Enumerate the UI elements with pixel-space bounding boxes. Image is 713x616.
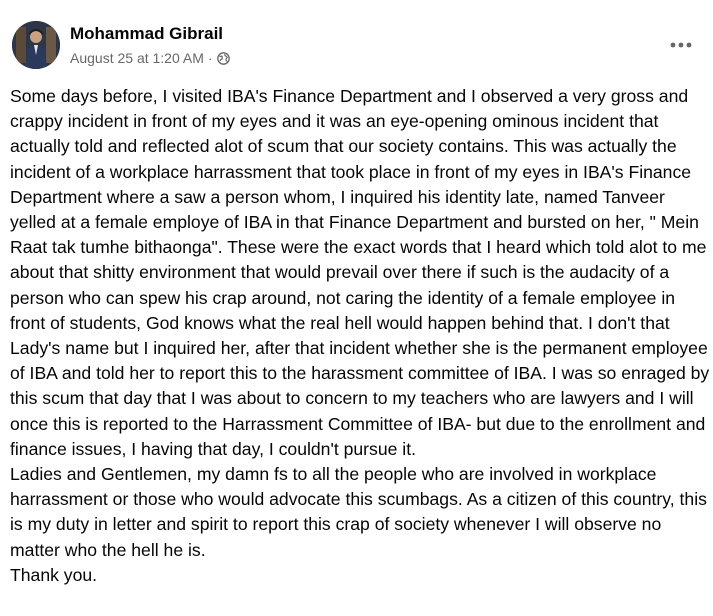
post-paragraph: Some days before, I visited IBA's Finance Department and I observed a very gross and crappy incident in front of my eyes and it was an eye-opening ominous incident that actually told and reflected alot of scum that our society contains. This was actually the incident of a workplace harrassment that took place in front of my eyes in IBA's Finance Department where a saw a person whom, I inquired his identity late, named Tanveer yelled at a female employe of IBA in that Finance Department and bursted on her, " Mein Raat tak tumhe bithaonga". These were the exact words that I heard which told alot to me about that shitty environment that would prevail over there if such is the audacity of a person who can spew his crap around, not caring the identity of a female employee in front of students, God knows what the real hell would happen behind that. I don't that Lady's name but I inquired her, after that incident whether she is the permanent employee of IBA and told her to report this to the harassment committee of IBA. I was so enraged by this scum that day that I was about to concern to my teachers who are lawyers and I will once this is reported to the Harrassment Committee of IBA- but due to the enrollment and finance issues, I having that day, I couldn't pursue it. (10, 86, 710, 459)
post-paragraph: Ladies and Gentlemen, my damn fs to all the people who are involved in workplace harrassment or those who would advocate this scumbags. As a citizen of this country, this is my duty in letter and spirit to report this crap of society whenever I will observe no matter who the hell he is. (10, 464, 707, 560)
avatar[interactable] (12, 21, 60, 69)
more-options-button[interactable] (667, 31, 695, 59)
globe-icon[interactable] (217, 52, 230, 65)
post-body (10, 84, 710, 588)
post-meta (70, 50, 230, 66)
avatar-image (12, 21, 60, 69)
more-options-icon (670, 42, 692, 48)
author-name[interactable]: Mohammad Gibrail (70, 24, 224, 43)
post-header (12, 21, 701, 71)
post-timestamp[interactable]: August 25 at 1:20 AM (70, 50, 204, 66)
meta-separator: · (207, 50, 213, 66)
post-paragraph: Thank you. (10, 564, 98, 585)
